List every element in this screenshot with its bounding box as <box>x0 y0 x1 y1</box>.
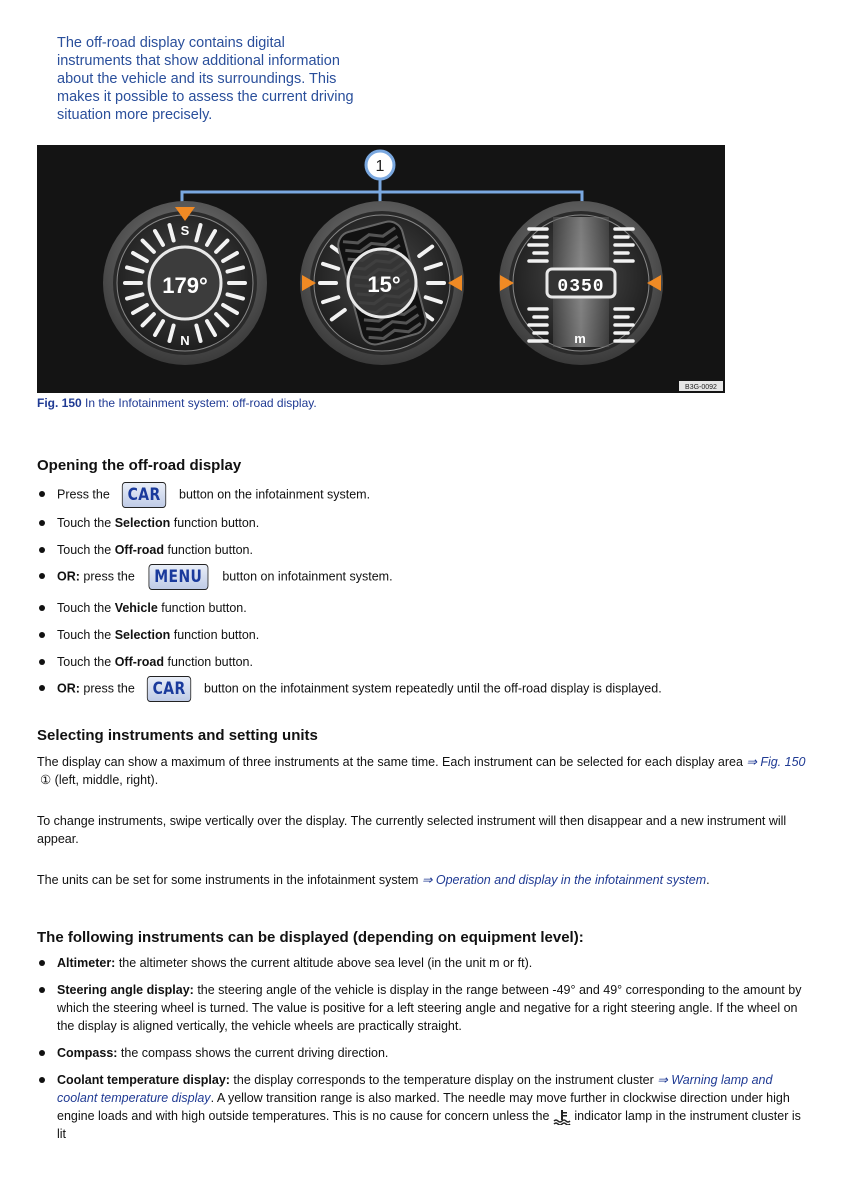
intro-text: The off-road display contains digital instruments that show additional information about the vehicle and its surroundings. This makes it possible to assess the current driving situation more precisely. <box>57 35 354 123</box>
opening-step: OR: press the CAR button on the infotainment system repeatedly until the off-road display is displayed. <box>37 676 662 700</box>
steering-angle-value: 15° <box>367 272 401 297</box>
altimeter-unit: m <box>574 331 586 346</box>
compass-heading: 179° <box>162 273 208 298</box>
opening-step: Touch the Vehicle function button. <box>37 596 247 620</box>
steering-gauge <box>300 201 464 365</box>
section-title-opening: Opening the off-road display <box>37 457 242 474</box>
opening-step: Touch the Selection function button. <box>37 623 259 647</box>
compass-gauge <box>103 201 267 365</box>
instrument-item: Altimeter: the altimeter shows the current altitude above sea level (in the unit m or ft). <box>37 954 812 972</box>
instrument-item-coolant: Coolant temperature display: the display corresponds to the temperature display on the instrument cluster ⇒ Warning lamp and coolant temperature display. A yellow transition range is also marked. The needle may move further in clockwise direction under high engine loads and with high outside temperatures. This is no cause for concern unless the indicator lamp in the instrument cluster is lit <box>37 1071 812 1143</box>
coolant-temperature-icon <box>553 1109 571 1125</box>
callout-number: 1 <box>375 158 385 175</box>
opening-step: OR: press the MENU button on infotainment system. <box>37 564 393 588</box>
figure-caption <box>37 396 317 410</box>
offroad-display-graphic <box>37 145 725 393</box>
image-code: B3G-0092 <box>685 384 717 391</box>
opening-step: Touch the Off-road function button. <box>37 538 253 562</box>
opening-step: Touch the Selection function button. <box>37 511 259 535</box>
menu-button[interactable]: MENU <box>149 564 209 590</box>
compass-letter-top: S <box>180 223 190 238</box>
instruments-list <box>37 954 812 1152</box>
section-title-instruments: The following instruments can be displayed (depending on equipment level): <box>37 929 584 946</box>
selecting-paragraph-2: To change instruments, swipe vertically over the display. The currently selected instrument will then disappear and a new instrument will appear. <box>37 814 787 846</box>
altimeter-value: 0350 <box>557 277 605 297</box>
opening-step: Press the CAR button on the infotainment system. <box>37 482 370 506</box>
instrument-item: Compass: the compass shows the current driving direction. <box>37 1044 812 1062</box>
compass-letter-bottom: N <box>180 333 190 348</box>
car-button[interactable]: CAR <box>122 482 166 508</box>
section-title-selecting: Selecting instruments and setting units <box>37 727 318 744</box>
car-button[interactable]: CAR <box>147 676 191 702</box>
selecting-paragraph-3: The units can be set for some instruments in the infotainment system ⇒ Operation and display in the infotainment system. <box>37 873 710 887</box>
offroad-display-figure <box>37 145 725 393</box>
selecting-paragraph-1: The display can show a maximum of three instruments at the same time. Each instrument can be selected for each display area ⇒ Fig. 150 ① (left, middle, right). <box>37 755 806 787</box>
coolant-warning-link[interactable]: ⇒ Warning lamp and coolant temperature display <box>57 1073 773 1105</box>
callout-marker <box>366 151 394 179</box>
opening-step: Touch the Off-road function button. <box>37 650 253 674</box>
instrument-item: Steering angle display: the steering angle of the vehicle is display in the range between -49° and 49° corresponding to the amount by which the steering wheel is turned. The value is positive for a left steering angle and negative for a right steering angle. If the wheel on the display is aligned vertically, the vehicle wheels are practically straight. <box>37 981 812 1035</box>
figure-label: Fig. 150 <box>37 396 82 410</box>
altimeter-gauge <box>499 201 663 365</box>
operation-display-link[interactable]: ⇒ Operation and display in the infotainment system <box>421 873 707 887</box>
figure-caption-text: In the Infotainment system: off-road display. <box>81 396 317 410</box>
fig-150-link[interactable]: ⇒ Fig. 150 <box>746 755 806 769</box>
